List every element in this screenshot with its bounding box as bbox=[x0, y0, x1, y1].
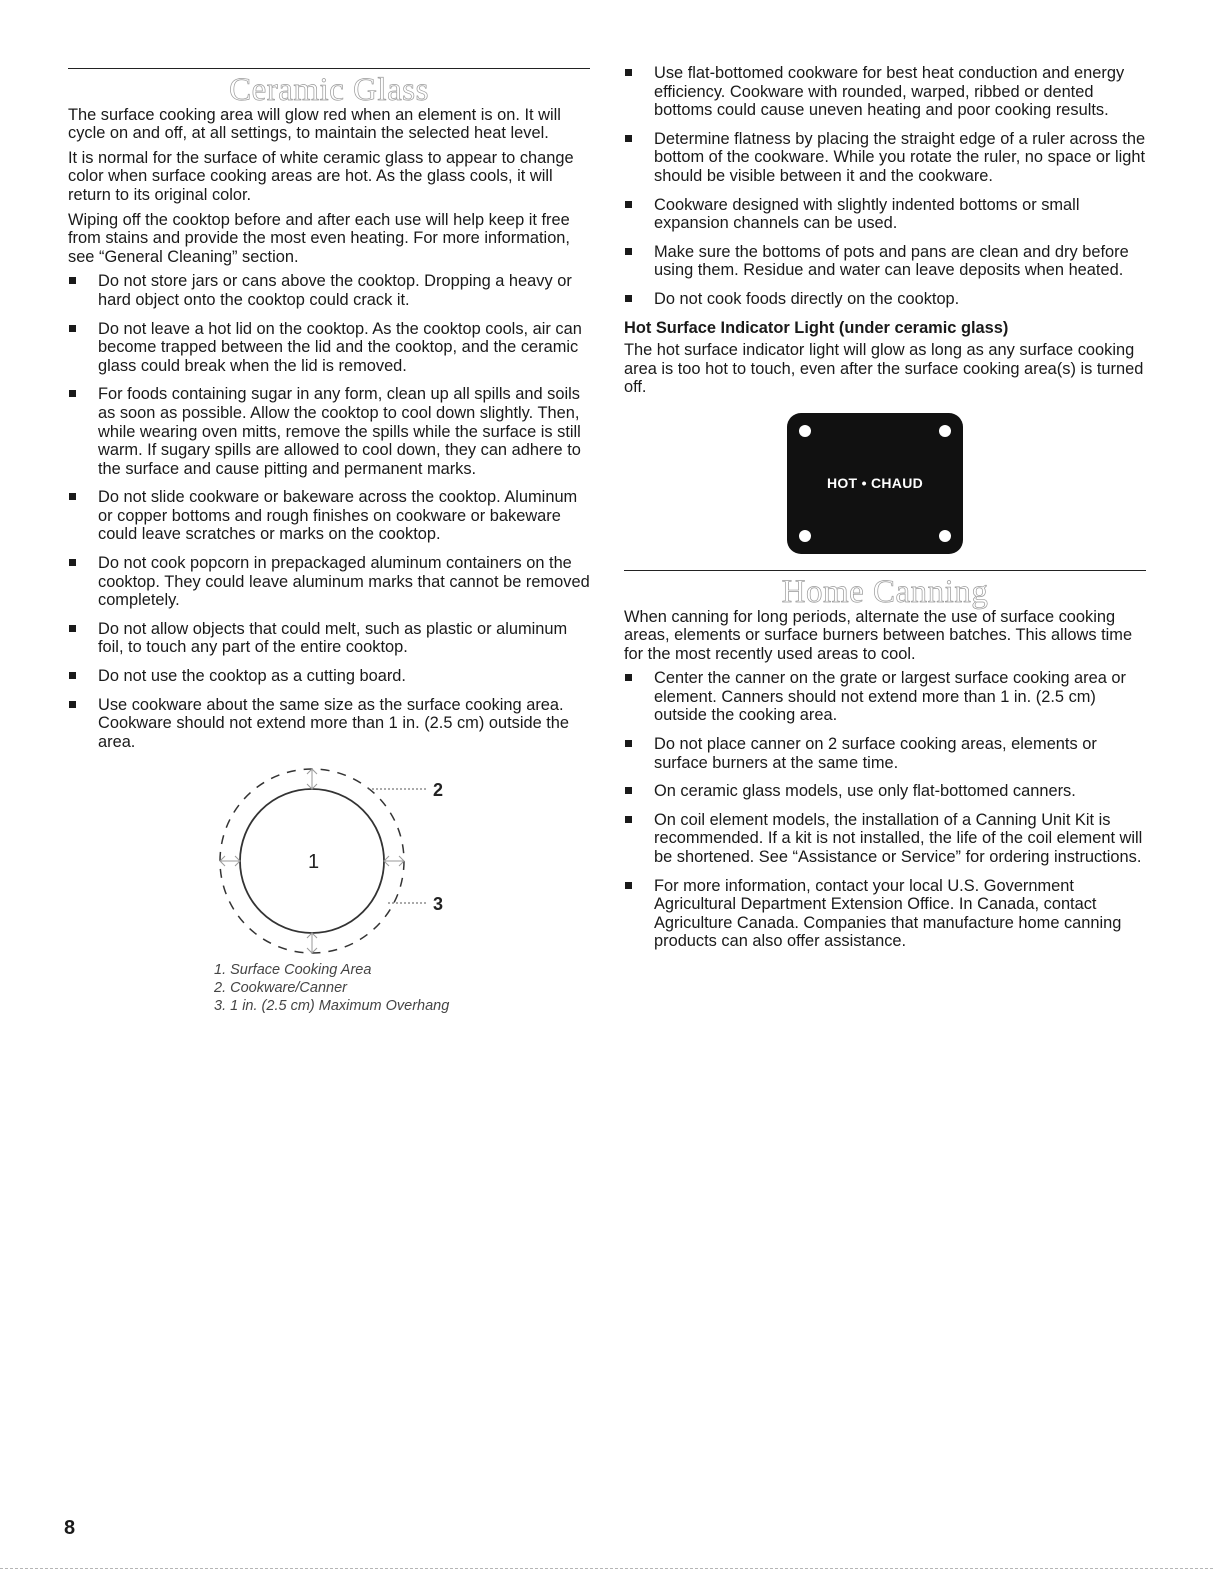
list-item: Do not slide cookware or bakeware across the cooktop. Aluminum or copper bottoms and rough finishes on cookware or bakeware could leave scratches or marks on the cooktop. bbox=[68, 488, 590, 544]
list-item: Cookware designed with slightly indented bottoms or small expansion channels can be used. bbox=[624, 196, 1146, 233]
page-number: 8 bbox=[64, 1517, 76, 1539]
callout-3: 3 bbox=[433, 894, 444, 915]
panel-dot bbox=[799, 530, 811, 542]
list-item: Do not use the cooktop as a cutting board. bbox=[68, 667, 590, 686]
list-item: Use cookware about the same size as the surface cooking area. Cookware should not extend more than 1 in. (2.5 cm) outside the area. bbox=[68, 696, 590, 752]
list-item: On coil element models, the installation of a Canning Unit Kit is recommended. If a kit is not installed, the life of the coil element will be shortened. See “Assistance or Service” for ordering instructions. bbox=[624, 811, 1146, 867]
ceramic-care-list bbox=[68, 272, 590, 751]
list-item: Make sure the bottoms of pots and pans are clean and dry before using them. Residue and water can leave deposits when heated. bbox=[624, 243, 1146, 280]
caption-item: 1. Surface Cooking Area bbox=[214, 962, 372, 979]
list-item: Do not leave a hot lid on the cooktop. As the cooktop cools, air can become trapped between the lid and the cooktop, and the ceramic glass could break when the lid is removed. bbox=[68, 320, 590, 376]
hot-indicator-panel bbox=[787, 413, 963, 554]
panel-dot bbox=[939, 530, 951, 542]
ceramic-glass-title: Ceramic Glass bbox=[229, 72, 429, 108]
ceramic-intro-paragraph: It is normal for the surface of white ceramic glass to appear to change color when surface cooking areas are hot. As the glass cools, it will return to its original color. bbox=[68, 148, 574, 204]
home-canning-title: Home Canning bbox=[781, 573, 989, 610]
caption-item: 3. 1 in. (2.5 cm) Maximum Overhang bbox=[214, 998, 450, 1015]
hot-surface-paragraph: The hot surface indicator light will glow as long as any surface cooking area is too hot to touch, even after the surface cooking area(s) is turned off. bbox=[624, 341, 1144, 397]
list-item: Do not store jars or cans above the cooktop. Dropping a heavy or hard object onto the cooktop could crack it. bbox=[68, 272, 590, 309]
hot-surface-heading: Hot Surface Indicator Light (under ceramic glass) bbox=[624, 318, 1009, 337]
list-item: On ceramic glass models, use only flat-bottomed canners. bbox=[624, 782, 1146, 801]
list-item: Use flat-bottomed cookware for best heat conduction and energy efficiency. Cookware with rounded, warped, ribbed or dented bottoms could cause uneven heating and poor cooking results. bbox=[624, 64, 1146, 120]
panel-dot bbox=[799, 425, 811, 437]
ceramic-intro-paragraph: Wiping off the cooktop before and after each use will help keep it free from stains and provide the most even heating. For more information, see “General Cleaning” section. bbox=[68, 210, 570, 266]
list-item: Do not place canner on 2 surface cooking areas, elements or surface burners at the same time. bbox=[624, 735, 1146, 772]
canning-intro-paragraph: When canning for long periods, alternate the use of surface cooking areas, elements or surface burners between batches. This allows time for the most recently used areas to cool. bbox=[624, 607, 1133, 663]
hot-chaud-label: HOT • CHAUD bbox=[826, 474, 924, 491]
page-bottom-border bbox=[0, 1568, 1213, 1569]
section-divider bbox=[68, 68, 590, 69]
list-item: For more information, contact your local U.S. Government Agricultural Department Extension Office. In Canada, contact Agriculture Canada. Companies that manufacture home canning products can also offer assistance. bbox=[624, 877, 1146, 951]
overhang-diagram-svg bbox=[68, 761, 590, 961]
list-item: Center the canner on the grate or largest surface cooking area or element. Canners should not extend more than 1 in. (2.5 cm) outside the cooking area. bbox=[624, 669, 1146, 725]
list-item: Do not cook foods directly on the cooktop. bbox=[624, 290, 1146, 309]
callout-2: 2 bbox=[433, 780, 444, 801]
cookware-tips-list bbox=[624, 64, 1146, 309]
right-column bbox=[624, 0, 1146, 961]
cookware-overhang-diagram bbox=[68, 761, 590, 961]
diagram-caption bbox=[214, 961, 590, 1015]
caption-item: 2. Cookware/Canner bbox=[214, 980, 347, 997]
list-item: For foods containing sugar in any form, clean up all spills and soils as soon as possible. Allow the cooktop to cool down slightly. Then, while wearing oven mitts, remove the spills while the surface is still warm. If sugary spills are allowed to cool down, they can adhere to the surface and cause pitting and permanent marks. bbox=[68, 385, 590, 478]
canning-tips-list bbox=[624, 669, 1146, 951]
list-item: Do not cook popcorn in prepackaged aluminum containers on the cooktop. They could leave aluminum marks that cannot be removed completely. bbox=[68, 554, 590, 610]
list-item: Do not allow objects that could melt, such as plastic or aluminum foil, to touch any part of the entire cooktop. bbox=[68, 620, 590, 657]
ceramic-intro-paragraph: The surface cooking area will glow red when an element is on. It will cycle on and off, at all settings, to maintain the selected heat level. bbox=[68, 105, 561, 143]
left-column bbox=[68, 0, 590, 1015]
list-item: Determine flatness by placing the straight edge of a ruler across the bottom of the cookware. While you rotate the ruler, no space or light should be visible between it and the cookware. bbox=[624, 130, 1146, 186]
section-divider bbox=[624, 570, 1146, 571]
callout-1: 1 bbox=[308, 851, 320, 874]
panel-dot bbox=[939, 425, 951, 437]
